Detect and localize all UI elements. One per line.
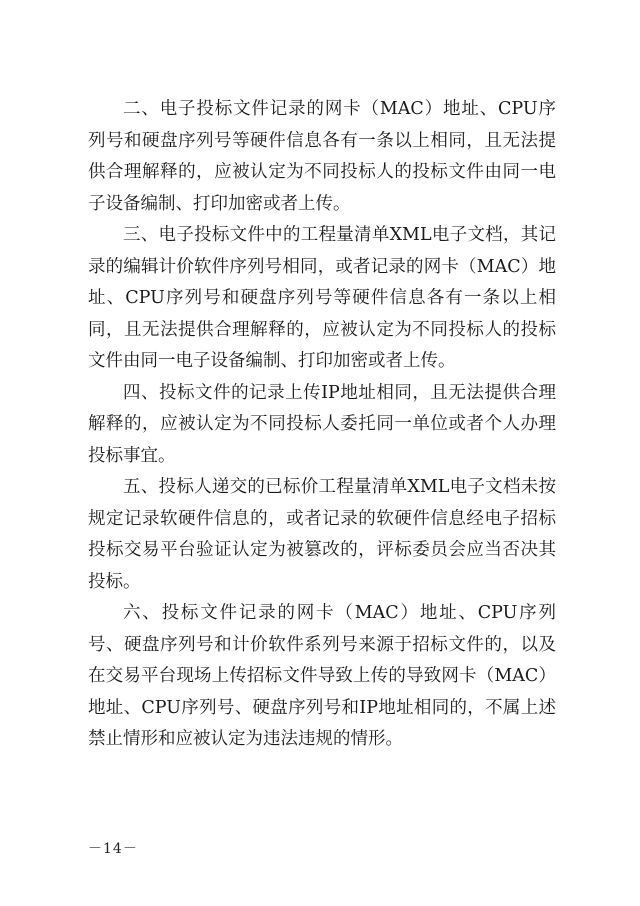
paragraph-3: 三、电子投标文件中的工程量清单XML电子文档，其记录的编辑计价软件序列号相同，或者记录的网卡（MAC）地址、CPU序列号和硬盘序列号等硬件信息各有一条以上相同，且无法提供合理解释的，应被认定为不同投标人的投标文件由同一电子设备编制、打印加密或者上传。 bbox=[88, 225, 556, 371]
paragraph-2: 二、电子投标文件记录的网卡（MAC）地址、CPU序列号和硬盘序列号等硬件信息各有一条以上相同，且无法提供合理解释的，应被认定为不同投标人的投标文件由同一电子设备编制、打印加密或者上传。 bbox=[88, 99, 556, 214]
paragraph-4: 四、投标文件的记录上传IP地址相同，且无法提供合理解释的，应被认定为不同投标人委托同一单位或者个人办理投标事宜。 bbox=[88, 382, 556, 466]
page-number: －14－ bbox=[88, 841, 138, 857]
paragraph-5: 五、投标人递交的已标价工程量清单XML电子文档未按规定记录软硬件信息的，或者记录的软硬件信息经电子招标投标交易平台验证认定为被篡改的，评标委员会应当否决其投标。 bbox=[88, 477, 556, 592]
paragraph-6: 六、投标文件记录的网卡（MAC）地址、CPU序列号、硬盘序列号和计价软件系列号来源于招标文件的，以及在交易平台现场上传招标文件导致上传的导致网卡（MAC）地址、CPU序列号、硬盘序列号和IP地址相同的，不属上述禁止情形和应被认定为违法违规的情形。 bbox=[88, 603, 556, 749]
document-body bbox=[88, 94, 556, 756]
